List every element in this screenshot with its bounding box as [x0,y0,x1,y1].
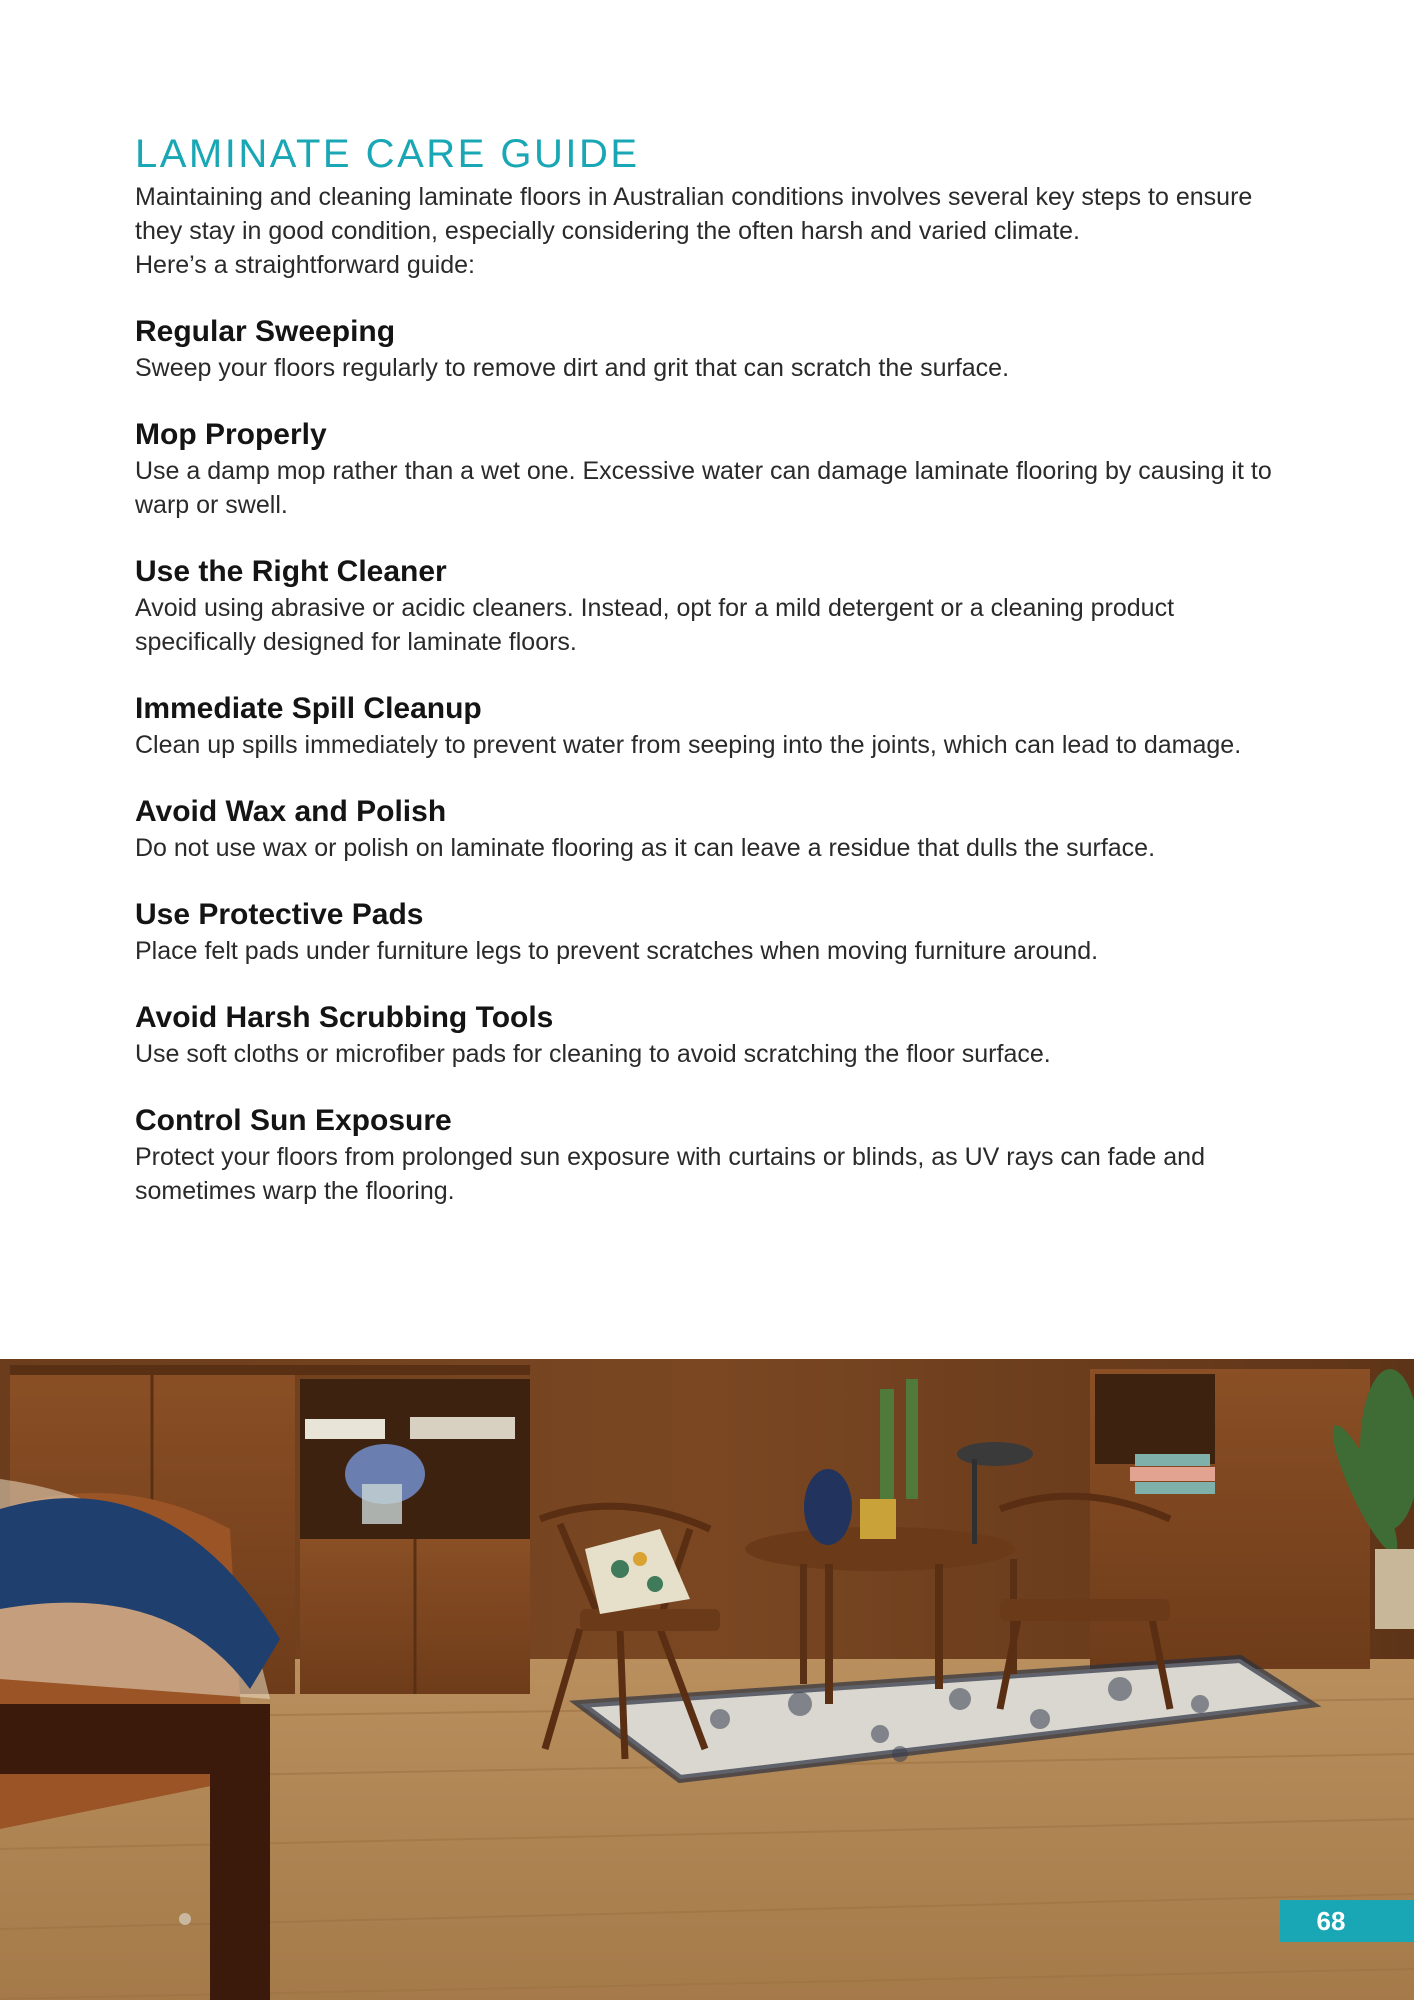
tip-mop-properly [135,416,1295,522]
tip-heading: Immediate Spill Cleanup [135,692,482,725]
tip-protective-pads [135,896,1295,968]
tip-heading: Regular Sweeping [135,315,396,348]
tip-heading: Mop Properly [135,418,327,451]
tip-spill-cleanup [135,690,1295,762]
tip-scrubbing-tools [135,999,1295,1071]
tip-body: Do not use wax or polish on laminate flooring as it can leave a residue that dulls the surface. [135,834,1156,862]
tip-body: Clean up spills immediately to prevent water from seeping into the joints, which can lead to damage. [135,731,1242,759]
tip-body: Avoid using abrasive or acidic cleaners. Instead, opt for a mild detergent or a cleaning product specifically designed for laminate floors. [135,594,1175,656]
tip-wax-polish [135,793,1295,865]
tip-body: Place felt pads under furniture legs to prevent scratches when moving furniture around. [135,937,1099,965]
tip-heading: Use the Right Cleaner [135,555,447,588]
page-number-badge: 68 [1280,1900,1414,1942]
intro-lead: Here’s a straightforward guide: [135,251,475,279]
tip-heading: Avoid Harsh Scrubbing Tools [135,1001,554,1034]
tip-body: Sweep your floors regularly to remove dirt and grit that can scratch the surface. [135,354,1010,382]
intro [135,180,1295,282]
page-title: LAMINATE CARE GUIDE [135,132,640,176]
guide-content [135,128,1295,1208]
intro-text: Maintaining and cleaning laminate floors in Australian conditions involves several key steps to ensure they stay in good condition, especially considering the often harsh and varied climate. [135,183,1253,245]
tip-regular-sweeping [135,313,1295,385]
tip-sun-exposure [135,1102,1295,1208]
living-room-photo [0,1359,1414,2000]
tip-heading: Avoid Wax and Polish [135,795,447,828]
tip-heading: Use Protective Pads [135,898,424,931]
tip-heading: Control Sun Exposure [135,1104,452,1137]
tip-right-cleaner [135,553,1295,659]
tip-body: Use a damp mop rather than a wet one. Excessive water can damage laminate flooring by causing it to warp or swell. [135,457,1272,519]
tip-body: Protect your floors from prolonged sun exposure with curtains or blinds, as UV rays can fade and sometimes warp the flooring. [135,1143,1205,1205]
tip-body: Use soft cloths or microfiber pads for cleaning to avoid scratching the floor surface. [135,1040,1051,1068]
